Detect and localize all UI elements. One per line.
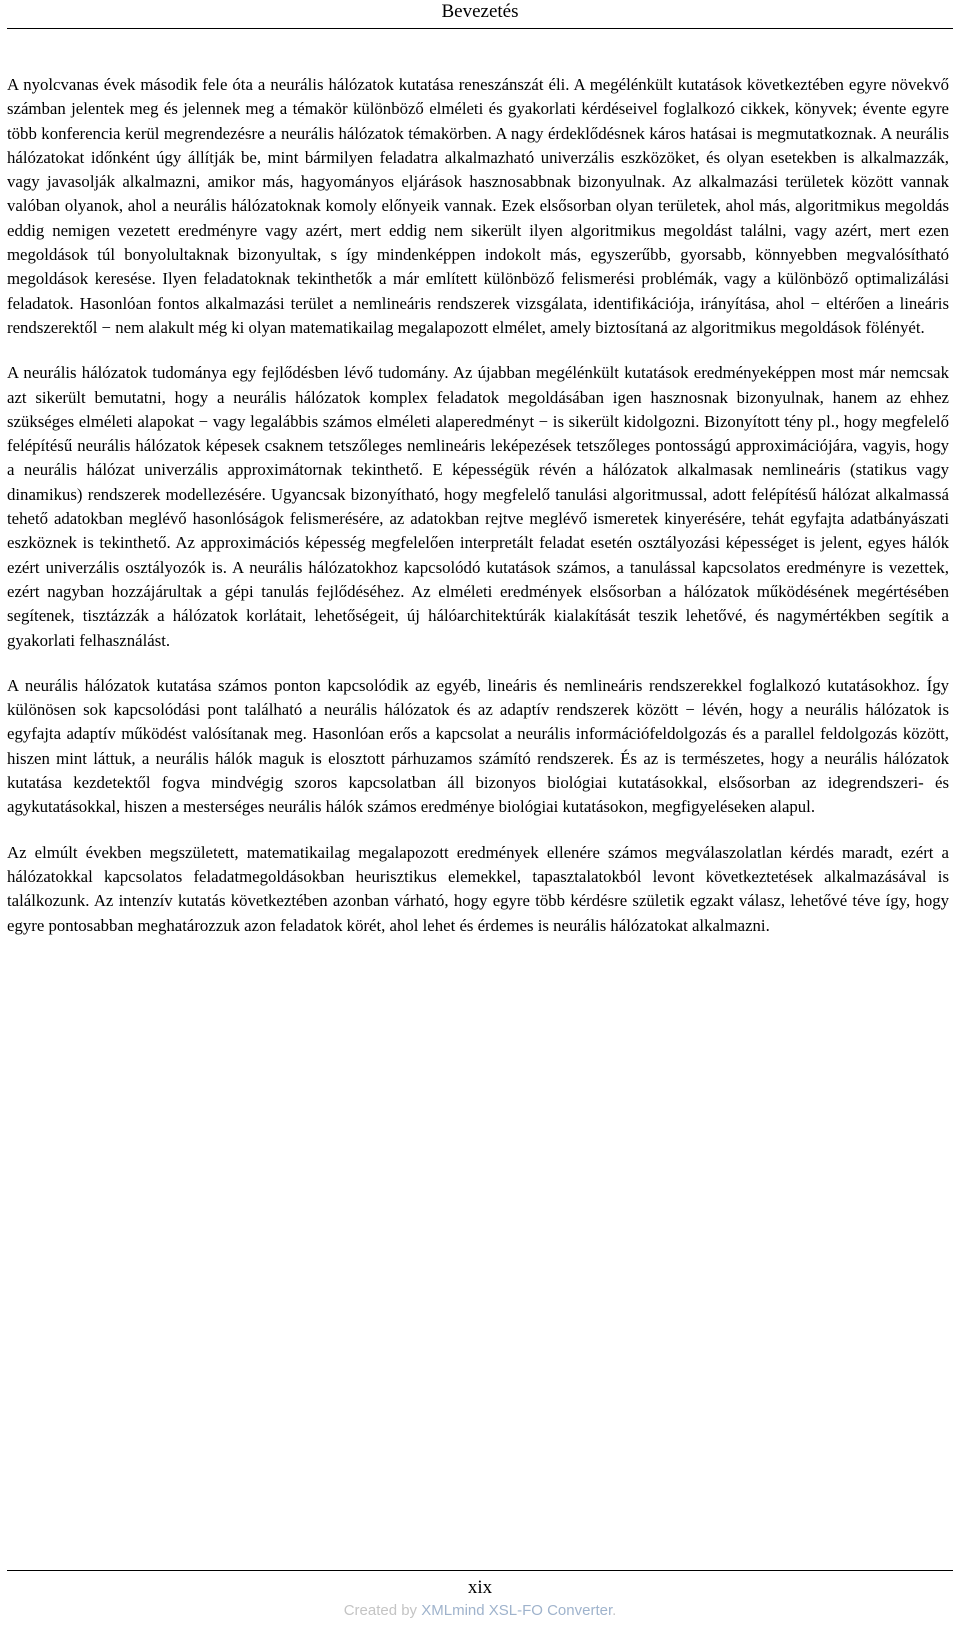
footer-divider <box>7 1570 953 1571</box>
generator-note <box>0 1601 960 1621</box>
paragraph-2: A neurális hálózatok tudománya egy fejlődésben lévő tudomány. Az újabban megélénkült kutatások eredményeképpen most már nemcsak azt sikerült bemutatni, hogy a neurális hálózatok komplex feladatok megoldásában igen hasznosnak bizonyulnak, hanem az ehhez szükséges elméleti alapokat − vagy legalábbis számos elméleti alaperedményt − is sikerült kidolgozni. Bizonyított tény pl., hogy megfelelő felépítésű neurális hálózatok képesek csaknem tetszőleges nemlineáris leképezések tetszőleges pontosságú approximációjára, vagyis, hogy a neurális hálózat univerzális approximátornak tekinthető. E képességük révén a hálózatok alkalmasak nemlineáris (statikus vagy dinamikus) rendszerek modellezésére. Ugyancsak bizonyítható, hogy megfelelő tanulási algoritmussal, adott felépítésű hálózat alkalmassá tehető adatokban meglévő hasonlóságok felismerésére, az adatokban rejtve meglévő ismeretek kinyerésére, tehát egyfajta adatbányászati eszköznek is tekinthető. Az approximációs képesség megfelelően interpretált feladat esetén osztályozási képességet is jelent, egyes hálók ezért univerzális osztályozók is. A neurális hálózatokhoz kapcsolódó kutatások számos, a tanulással kapcsolatos eredményre is vezettek, ezért nagyban hozzájárultak a gépi tanulás fejlődéséhez. Az elméleti eredmények elsősorban a hálózatok működésének megértésében segítenek, tisztázzák a hálózatok korlátait, lehetőségeit, új hálóarchitektúrák kialakítását teszik lehetővé, és nagymértékben segítik a gyakorlati felhasználást. <box>7 363 949 650</box>
generator-brand: XMLmind XSL-FO Converter <box>421 1602 613 1619</box>
paragraph-3: A neurális hálózatok kutatása számos ponton kapcsolódik az egyéb, lineáris és nemlineáris rendszerekkel foglalkozó kutatásokhoz. Így különösen sok kapcsolódási pont található a neurális hálózatok és az adaptív rendszerek között − lévén, hogy a neurális hálózatok is egyfajta adaptív működést valósítanak meg. Hasonlóan erős a kapcsolat a neurális információfeldolgozás és a parallel feldolgozás között, hiszen mint láttuk, a neurális hálók maguk is elosztott párhuzamos számító rendszerek. És az is természetes, hogy a neurális hálózatok kutatása kezdetektől fogva mindvégig szoros kapcsolatban áll bizonyos biológiai kutatásokkal, elsősorban az idegrendszeri- és agykutatásokkal, hiszen a mesterséges neurális hálók számos eredménye biológiai kutatásokon, megfigyeléseken alapul. <box>7 675 949 817</box>
paragraph-1: A nyolcvanas évek második fele óta a neurális hálózatok kutatása reneszánszát éli. A megélénkült kutatások következtében egyre növekvő számban jelentek meg és jelennek meg a témakör különböző elméleti és gyakorlati kérdéseivel foglalkozó cikkek, könyvek; évente egyre több konferencia kerül megrendezésre a neurális hálózatok témakörben. A nagy érdeklődésnek káros hatásai is megmutatkoznak. A neurális hálózatokat időnként úgy állítják be, mint bármilyen feladatra alkalmazható univerzális eszközöket, és olyan esetekben is alkalmazzák, vagy javasolják alkalmazni, amikor más, hagyományos eljárások hasznosabbnak bizonyulnak. Az alkalmazási területek között vannak valóban olyanok, ahol a neurális hálózatoknak komoly előnyeik vannak. Ezek elsősorban olyan területek, ahol más, algoritmikus megoldás eddig nemigen vezetett eredményre vagy azért, mert eddig nem sikerült ilyen algoritmikus megoldást találni, vagy azért, mert ezen megoldások túl bonyolultaknak bizonyultak, s így mindenképpen indokolt más, egyszerűbb, gyorsabb, könnyebben megvalósítható megoldások keresése. Ilyen feladatoknak tekinthetők a már említett különböző felismerési problémák, vagy a különböző optimalizálási feladatok. Hasonlóan fontos alkalmazási terület a nemlineáris rendszerek vizsgálata, identifikációja, irányítása, ahol − eltérően a lineáris rendszerektől − nem alakult még ki olyan matematikailag megalapozott elmélet, amely biztosítaná az algoritmikus megoldások fölényét. <box>7 75 949 337</box>
page-header <box>7 0 953 29</box>
paragraph-4: Az elmúlt években megszületett, matematikailag megalapozott eredmények ellenére számos megválaszolatlan kérdés maradt, ezért a hálózatokkal kapcsolatos feladatmegoldásokban heurisztikus elemekkel, tapasztalatokból levont következtetések alkalmazásával is találkozunk. Az intenzív kutatás következtében azonban várható, hogy egyre több kérdésre születik egzakt válasz, lehetővé téve így, hogy egyre pontosabban meghatározzuk azon feladatok körét, ahol lehet és érdemes is neurális hálózatokat alkalmazni. <box>7 842 949 935</box>
document-body <box>7 73 949 959</box>
chapter-title: Bevezetés <box>441 1 519 22</box>
page-number: xix <box>467 1577 493 1598</box>
generator-suffix: . <box>612 1602 617 1619</box>
generator-prefix: Created by <box>343 1602 422 1619</box>
